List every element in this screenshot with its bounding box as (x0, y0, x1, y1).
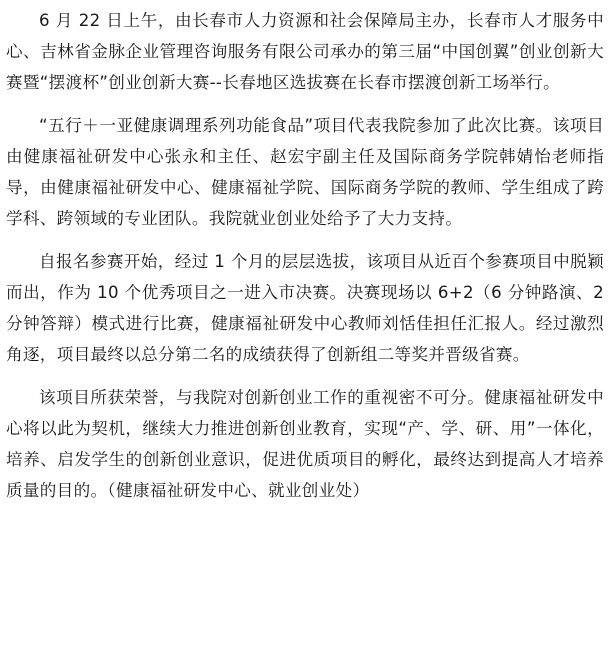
paragraph-conclusion: 该项目所获荣誉，与我院对创新创业工作的重视密不可分。健康福祉研发中心将以此为契机，继续大力推进创新创业教育，实现“产、学、研、用”一体化，培养、启发学生的创新创业意识，促进优质项目的孵化，最终达到提高人才培养质量的目的。（健康福祉研发中心、就业创业处） (6, 388, 604, 500)
paragraph-project-team: “五行＋一亚健康调理系列功能食品”项目代表我院参加了此次比赛。该项目由健康福祉研发中心张永和主任、赵宏宇副主任及国际商务学院韩婧怡老师指导，由健康福祉研发中心、健康福祉学院、国际商务学院的教师、学生组成了跨学科、跨领域的专业团队。我院就业创业处给予了大力支持。 (6, 116, 604, 228)
paragraph-competition-result: 自报名参赛开始，经过 1 个月的层层选拔，该项目从近百个参赛项目中脱颖而出，作为 10 个优秀项目之一进入市决赛。决赛现场以 6+2（6 分钟路演、2 分钟答辩）模式进行比赛，健康福祉研发中心教师刘恬佳担任汇报人。经过激烈角逐，项目最终以总分第二名的成绩获得了创新组二等奖并晋级省赛。 (6, 252, 604, 364)
paragraph-event-intro: 6 月 22 日上午，由长春市人力资源和社会保障局主办，长春市人才服务中心、吉林省金脉企业管理咨询服务有限公司承办的第三届“中国创翼”创业创新大赛暨“摆渡杯”创业创新大赛--长春地区选拔赛在长春市摆渡创新工场举行。 (6, 11, 604, 92)
article-body (6, 0, 604, 518)
